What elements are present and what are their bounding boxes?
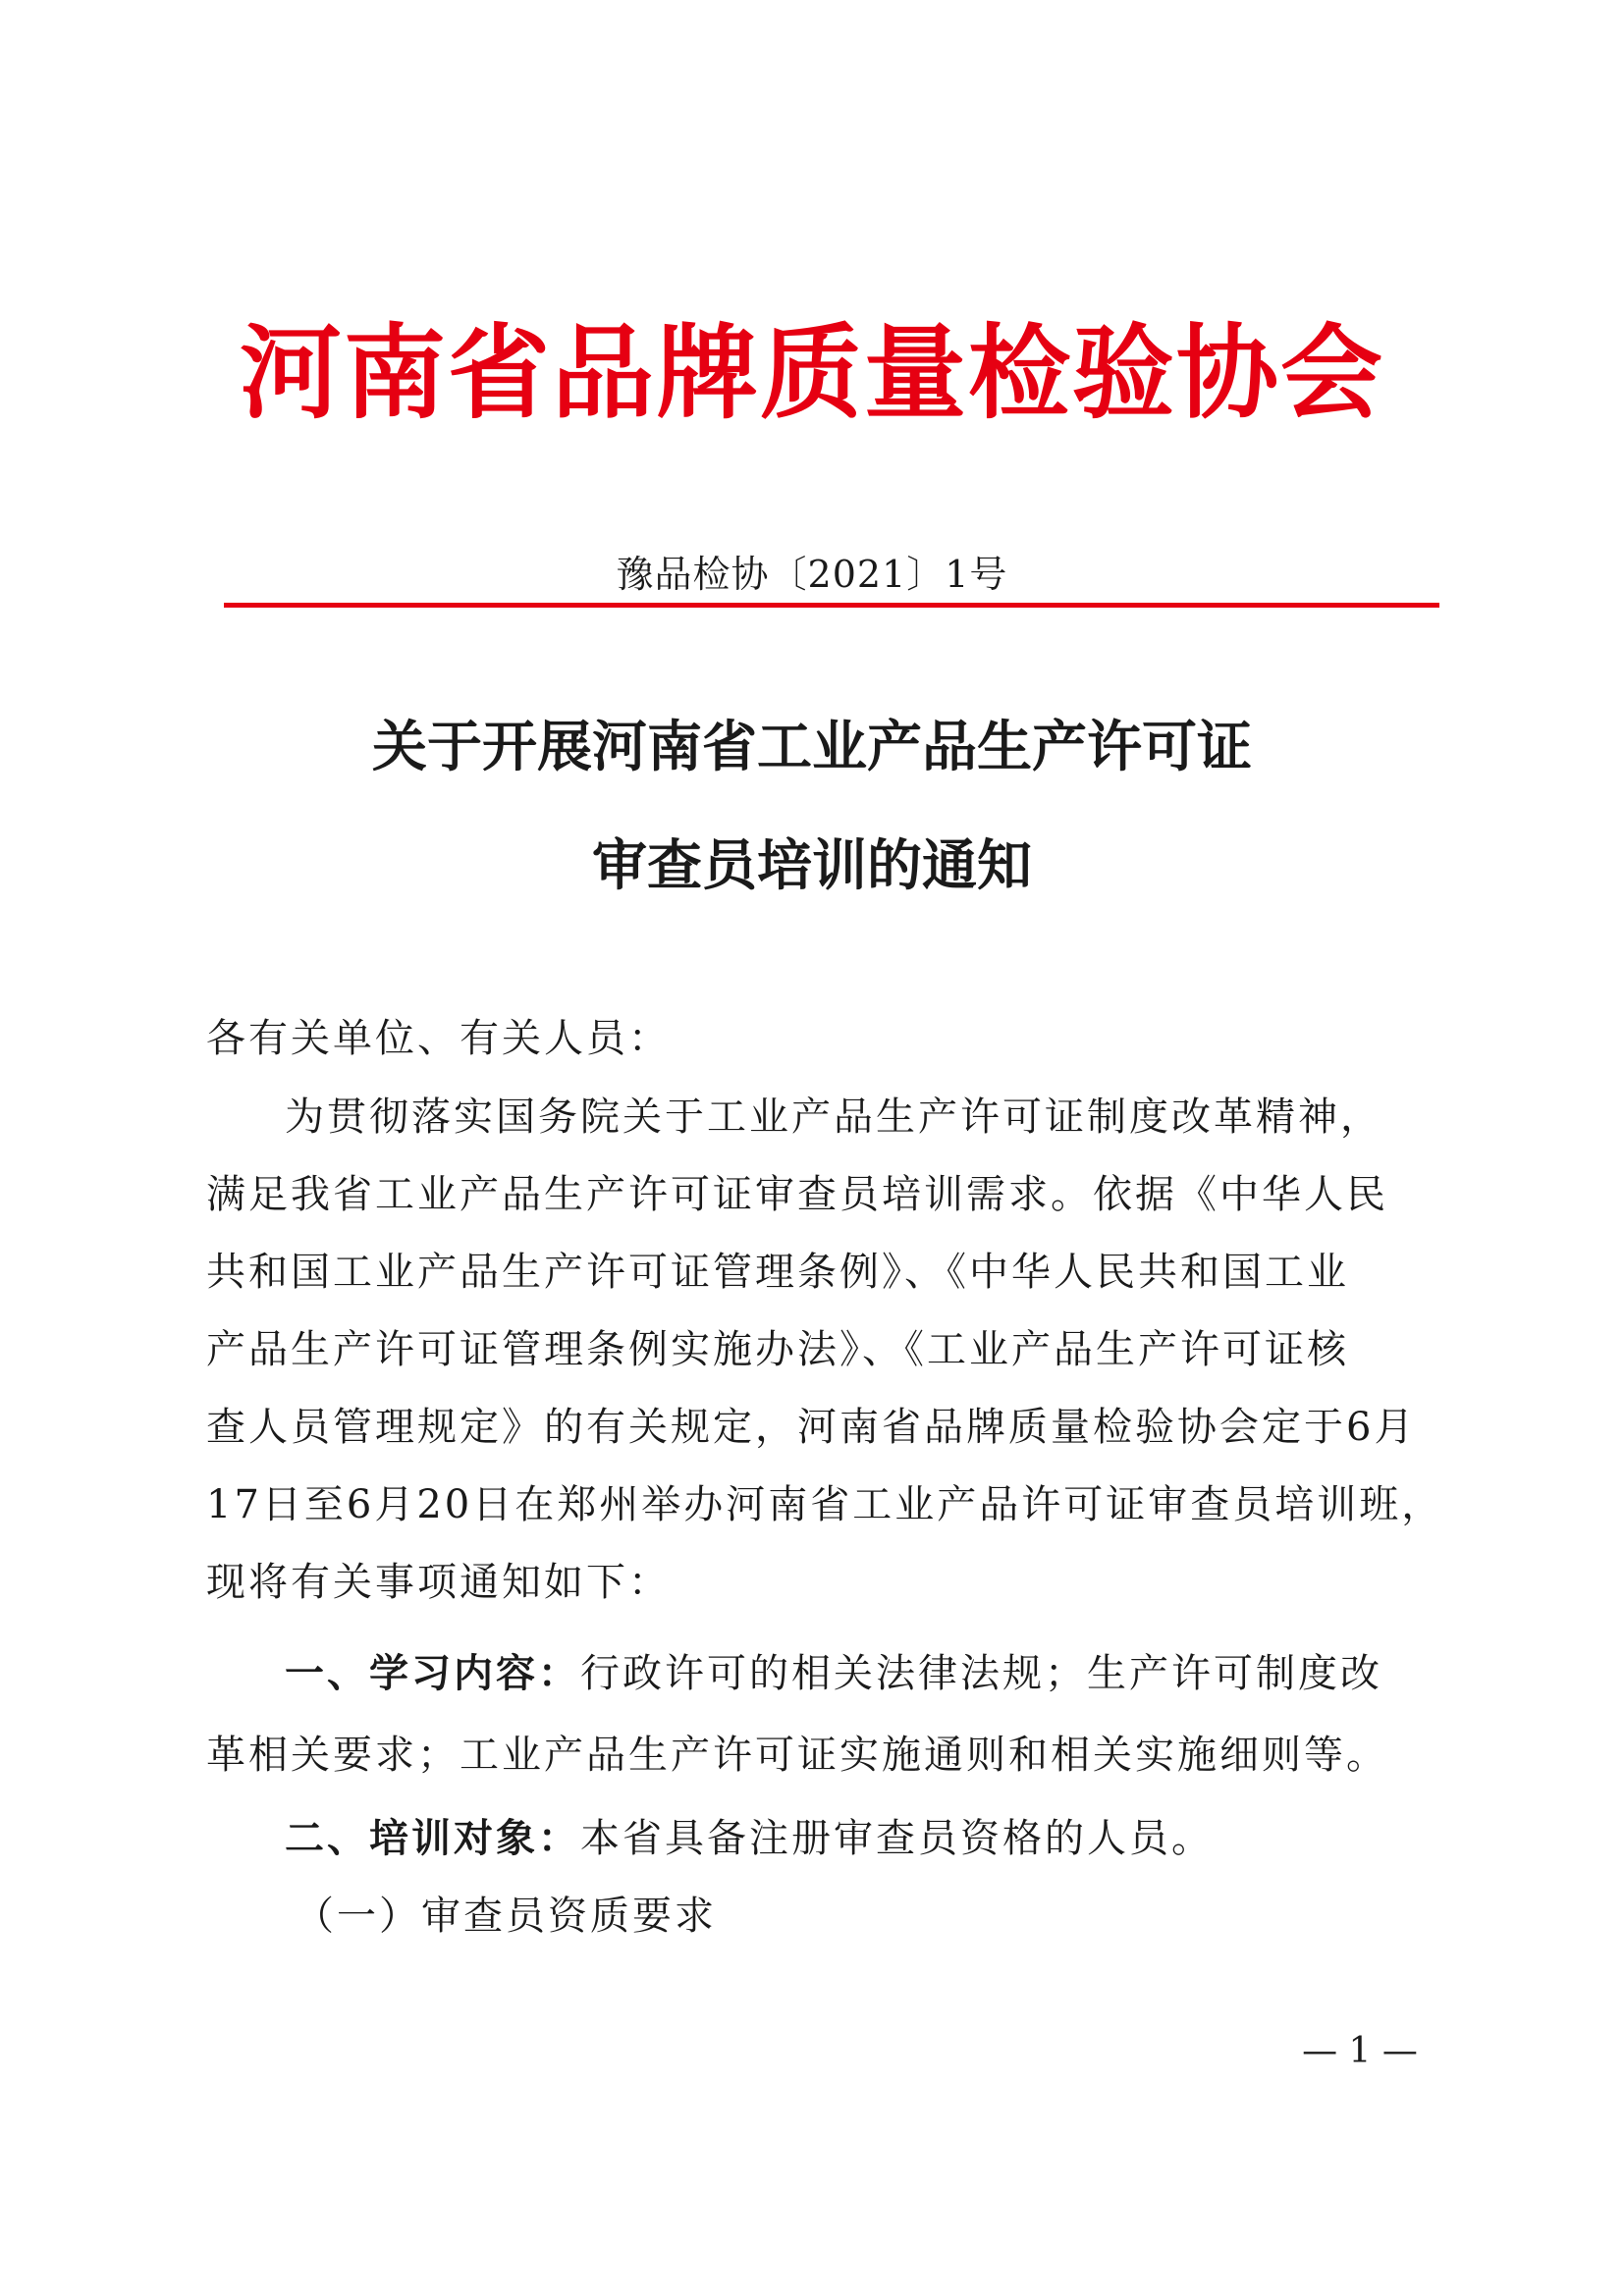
red-separator-line: [224, 603, 1439, 608]
paragraph-line: 17日至6月20日在郑州举办河南省工业产品许可证审查员培训班，: [206, 1482, 1444, 1527]
subsection-1-heading: （一）审查员资质要求: [295, 1894, 717, 1939]
section-1-line-2: 革相关要求；工业产品生产许可证实施通则和相关实施细则等。: [206, 1733, 1388, 1778]
page-number: — 1 —: [1302, 2031, 1418, 2071]
paragraph-line: 产品生产许可证管理条例实施办法》、《工业产品生产许可证核: [206, 1327, 1349, 1372]
section-1-line-1: [285, 1634, 1382, 1713]
salutation: 各有关单位、有关人员：: [206, 1016, 671, 1061]
issuing-organization-header: 河南省品牌质量检验协会: [239, 313, 1384, 433]
document-title-line-2: 审查员培训的通知: [592, 834, 1032, 898]
paragraph-line: 满足我省工业产品生产许可证审查员培训需求。依据《中华人民: [206, 1172, 1388, 1217]
section-2-text: 本省具备注册审查员资格的人员。: [580, 1816, 1214, 1861]
paragraph-line: 共和国工业产品生产许可证管理条例》、《中华人民共和国工业: [206, 1250, 1349, 1295]
section-1-text: 行政许可的相关法律法规；生产许可制度改: [580, 1651, 1382, 1696]
section-1-heading: 一、学习内容：: [285, 1651, 580, 1696]
paragraph-line: 现将有关事项通知如下：: [206, 1560, 671, 1605]
paragraph-line: 查人员管理规定》的有关规定，河南省品牌质量检验协会定于6月: [206, 1405, 1417, 1450]
paragraph-line: 为贯彻落实国务院关于工业产品生产许可证制度改革精神，: [285, 1095, 1382, 1140]
document-title-line-1: 关于开展河南省工业产品生产许可证: [372, 716, 1252, 779]
section-2-heading: 二、培训对象：: [285, 1816, 580, 1861]
document-number: 豫品检协〔2021〕1号: [616, 553, 1008, 596]
section-2-line: [285, 1799, 1214, 1878]
